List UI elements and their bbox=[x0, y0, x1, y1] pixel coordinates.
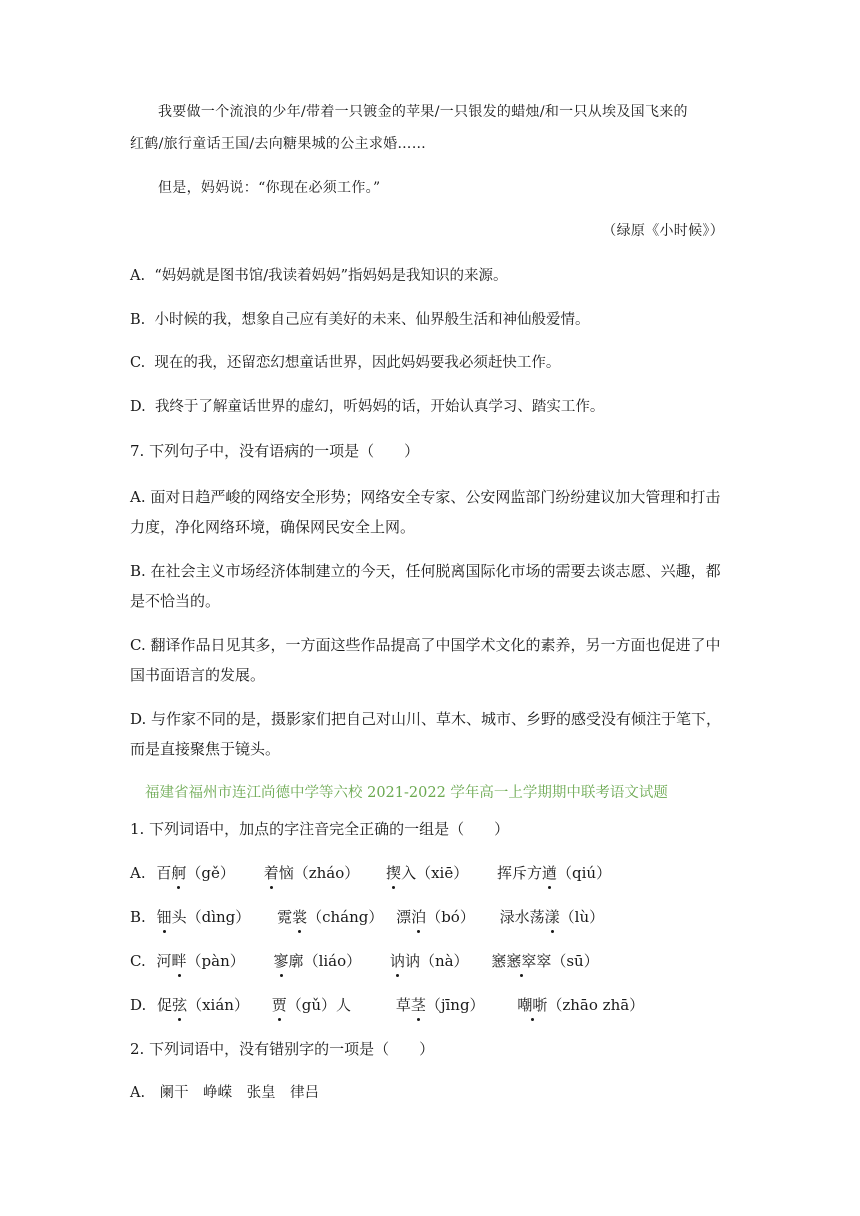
poem-line-2: 红鹤/旅行童话王国/去向糖果城的公主求婚…… bbox=[130, 136, 427, 152]
dotted-char: 寥 bbox=[273, 952, 289, 970]
q7-option-d-line1: D. 与作家不同的是，摄影家们把自己对山川、草木、城市、乡野的感受没有倾注于笔下， bbox=[130, 710, 722, 728]
word-text: 讷 bbox=[404, 952, 420, 970]
dotted-char: 茎 bbox=[410, 996, 426, 1014]
q6-option-a bbox=[130, 265, 508, 287]
q2-option-a: A. 阑干 峥嵘 张皇 律吕 bbox=[130, 1085, 320, 1101]
option-label: C. bbox=[130, 355, 146, 371]
pinyin: （zháo） bbox=[293, 864, 360, 882]
option-label: D. bbox=[130, 399, 146, 415]
option-label: A. bbox=[130, 268, 146, 284]
word-text: 人 bbox=[336, 996, 352, 1014]
q6-option-d bbox=[130, 396, 604, 418]
q1-option-b bbox=[130, 906, 604, 928]
dotted-char: 贾 bbox=[271, 996, 287, 1014]
dotted-char: 讷 bbox=[389, 952, 405, 970]
option-label: C. bbox=[130, 952, 146, 970]
option-text: 我终于了解童话世界的虚幻，听妈妈的话，开始认真学习、踏实工作。 bbox=[154, 399, 605, 415]
pinyin: （lù） bbox=[559, 908, 605, 926]
word-text: 廓 bbox=[288, 952, 304, 970]
word-text: 促 bbox=[157, 996, 173, 1014]
word-text: 渌水荡 bbox=[499, 908, 545, 926]
dotted-char: 嘲哳 bbox=[517, 996, 548, 1014]
q7-option-c-line2: 国书面语言的发展。 bbox=[130, 666, 266, 684]
option-label: D. bbox=[130, 996, 147, 1014]
pinyin: （qiú） bbox=[557, 864, 612, 882]
dotted-char: 舸 bbox=[171, 864, 187, 882]
pinyin: （jīng） bbox=[425, 996, 485, 1014]
word-text: 草 bbox=[395, 996, 411, 1014]
pinyin: （xiē） bbox=[416, 864, 469, 882]
poem-attribution: （绿原《小时候》） bbox=[602, 223, 724, 239]
word-text: 头 bbox=[171, 908, 187, 926]
pinyin: （liáo） bbox=[303, 952, 362, 970]
word-text: 霓 bbox=[277, 908, 293, 926]
q1-option-c bbox=[130, 950, 599, 972]
dotted-char: 着 bbox=[263, 864, 279, 882]
pinyin: （cháng） bbox=[307, 908, 384, 926]
q6-option-c bbox=[130, 352, 560, 374]
poem-line-1: 我要做一个流浪的少年/带着一只镀金的苹果/一只银发的蜡烛/和一只从埃及国飞来的 bbox=[158, 104, 688, 120]
q7-option-d-line2: 而是直接聚焦于镜头。 bbox=[130, 740, 281, 758]
q6-option-b bbox=[130, 309, 589, 331]
dotted-char: 揳 bbox=[386, 864, 402, 882]
poem-line-3: 但是，妈妈说：“你现在必须工作。” bbox=[158, 180, 381, 196]
word-text: 恼 bbox=[278, 864, 294, 882]
q7-option-b-line1: B. 在社会主义市场经济体制建立的今天，任何脱离国际化市场的需要去谈志愿、兴趣，都 bbox=[130, 562, 721, 580]
option-text: 小时候的我，想象自己应有美好的未来、仙界般生活和神仙般爱情。 bbox=[154, 312, 590, 328]
q1-option-d bbox=[130, 994, 644, 1016]
pinyin: （gǔ） bbox=[286, 996, 337, 1014]
dotted-char: 漾 bbox=[544, 908, 560, 926]
word-text: 百 bbox=[156, 864, 172, 882]
q7-stem: 7. 下列句子中，没有语病的一项是（ ） bbox=[130, 442, 420, 460]
option-label: B. bbox=[130, 908, 146, 926]
q7-option-a-line1: A. 面对日趋严峻的网络安全形势；网络安全专家、公安网监部门纷纷建议加大管理和打击 bbox=[130, 488, 721, 506]
option-text: 现在的我，还留恋幻想童话世界，因此妈妈要我必须赶快工作。 bbox=[154, 355, 561, 371]
pinyin: （dìng） bbox=[186, 908, 251, 926]
pinyin: （sū） bbox=[551, 952, 599, 970]
word-text: 河 bbox=[156, 952, 172, 970]
word-text: 入 bbox=[401, 864, 417, 882]
word-text: 漂 bbox=[396, 908, 412, 926]
source-title: 福建省福州市连江尚德中学等六校 2021-2022 学年高一上学期期中联考语文试题 bbox=[145, 785, 668, 801]
pinyin: （nà） bbox=[419, 952, 469, 970]
q2-stem: 2. 下列词语中，没有错别字的一项是（ ） bbox=[130, 1040, 435, 1058]
pinyin: （bó） bbox=[426, 908, 475, 926]
q1-stem: 1. 下列词语中，加点的字注音完全正确的一组是（ ） bbox=[130, 820, 510, 838]
pinyin: （zhāo zhā） bbox=[547, 996, 645, 1014]
pinyin: （gě） bbox=[186, 864, 235, 882]
option-label: B. bbox=[130, 312, 146, 328]
word-text: 挥斥方 bbox=[497, 864, 543, 882]
dotted-char: 畔 bbox=[171, 952, 187, 970]
option-text: “妈妈就是图书馆/我读着妈妈”指妈妈是我知识的来源。 bbox=[154, 268, 508, 284]
dotted-char: 弦 bbox=[172, 996, 188, 1014]
dotted-char: 裳 bbox=[292, 908, 308, 926]
dotted-char: 窸窸窣窣 bbox=[491, 952, 552, 970]
q7-option-b-line2: 是不恰当的。 bbox=[130, 592, 221, 610]
q1-option-a bbox=[130, 862, 611, 884]
q7-option-c-line1: C. 翻译作品日见其多，一方面这些作品提高了中国学术文化的素养，另一方面也促进了中 bbox=[130, 636, 721, 654]
dotted-char: 遒 bbox=[542, 864, 558, 882]
q7-option-a-line2: 力度，净化网络环境，确保网民安全上网。 bbox=[130, 518, 416, 536]
option-label: A. bbox=[130, 864, 146, 882]
pinyin: （pàn） bbox=[186, 952, 245, 970]
dotted-char: 泊 bbox=[411, 908, 427, 926]
dotted-char: 钿 bbox=[156, 908, 172, 926]
pinyin: （xián） bbox=[187, 996, 249, 1014]
